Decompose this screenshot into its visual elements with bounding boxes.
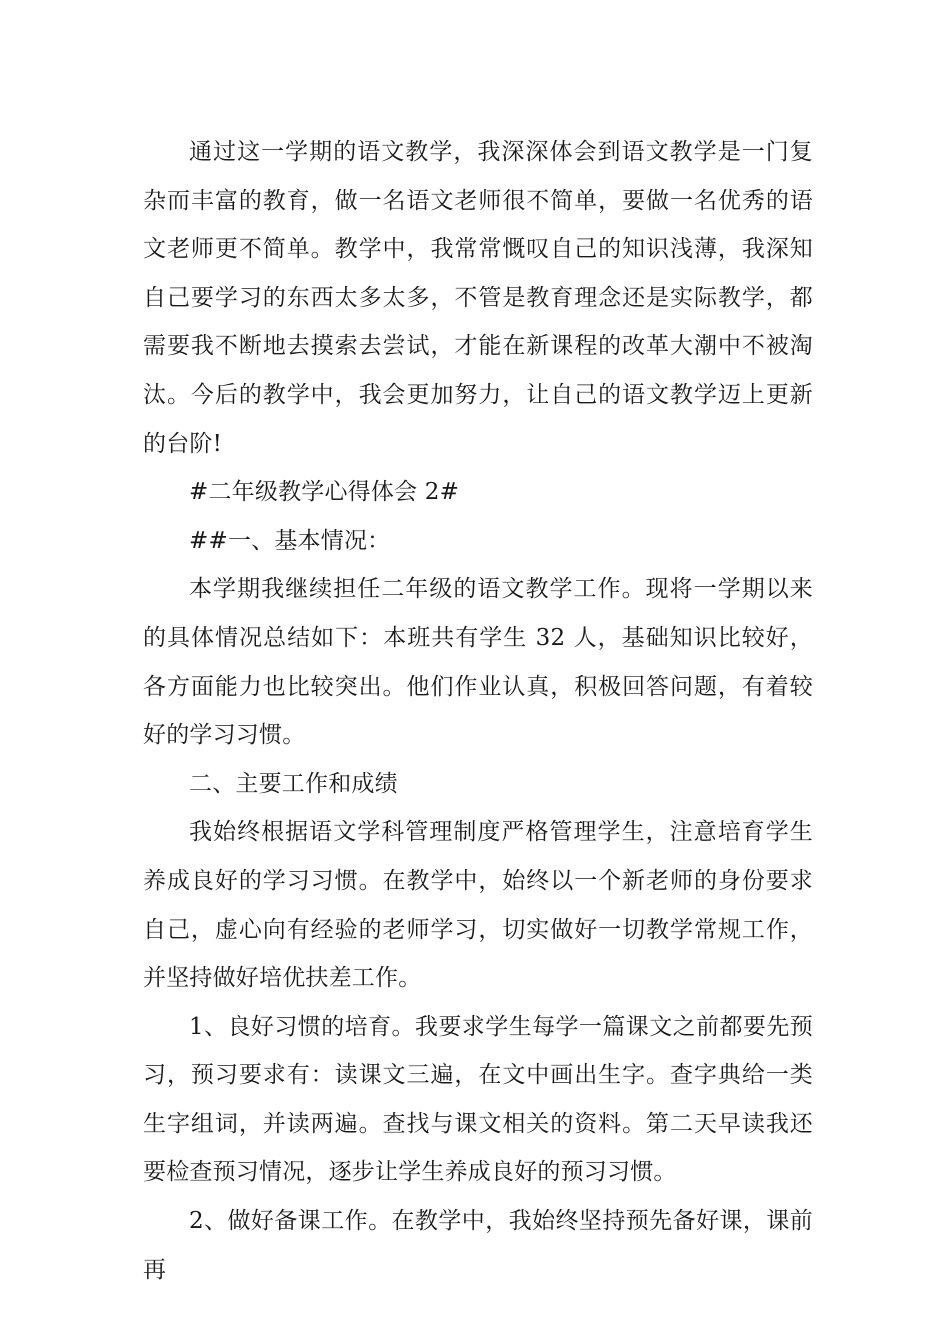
heading-section-2: #二年级教学心得体会 2# <box>189 479 460 506</box>
paragraph-reflection: 通过这一学期的语文教学，我深深体会到语文教学是一门复杂而丰富的教育，做一名语文老师很不简单，要做一名优秀的语文老师更不简单。教学中，我常常慨叹自己的知识浅薄，我深知自己要学习的东西太多太多，不管是教育理念还是实际教学，都需要我不断地去摸索去尝试，才能在新课程的改革大潮中不被淘汰。今后的教学中，我会更加努力，让自己的语文教学迈上更新的台阶! <box>143 139 813 457</box>
heading-basic-situation: ##一、基本情况： <box>189 527 391 554</box>
heading-main-work: 二、主要工作和成绩 <box>189 770 398 797</box>
paragraph-main-work: 我始终根据语文学科管理制度严格管理学生，注意培育学生养成良好的学习习惯。在教学中，始终以一个新老师的身份要求自己，虚心向有经验的老师学习，切实做好一切教学常规工作，并坚持做好培优扶差工作。 <box>143 819 813 992</box>
paragraph-lesson-prep: 2、做好备课工作。在教学中，我始终坚持预先备好课，课前再 <box>143 1208 813 1283</box>
document-body <box>143 128 813 1294</box>
paragraph-habits: 1、良好习惯的培育。我要求学生每学一篇课文之前都要先预习，预习要求有：读课文三遍，在文中画出生字。查字典给一类生字组词，并读两遍。查找与课文相关的资料。第二天早读我还要检查预习情况，逐步让学生养成良好的预习习惯。 <box>143 1013 813 1186</box>
paragraph-basic-situation: 本学期我继续担任二年级的语文教学工作。现将一学期以来的具体情况总结如下：本班共有学生 32 人，基础知识比较好，各方面能力也比较突出。他们作业认真，积极回答问题，有着较好的学习习惯。 <box>143 576 813 749</box>
